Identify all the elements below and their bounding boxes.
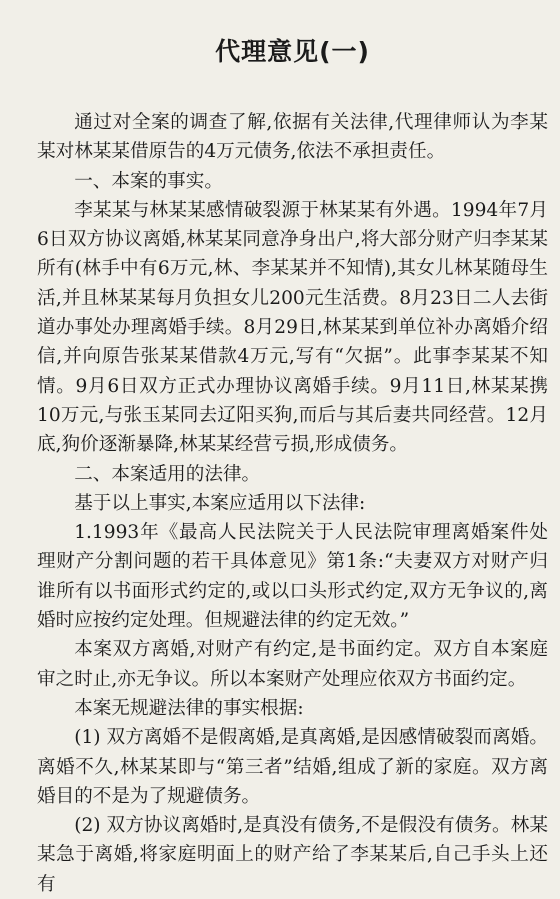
reason-1-paragraph: (1) 双方离婚不是假离婚,是真离婚,是因感情破裂而离婚。离婚不久,林某某即与“第三者”结婚,组成了新的家庭。双方离婚目的不是为了规避债务。: [37, 727, 548, 807]
law-citation-paragraph: 1.1993年《最高人民法院关于人民法院审理离婚案件处理财产分割问题的若干具体意见》第1条:“夫妻双方对财产归谁所有以书面形式约定的,或以口头形式约定,双方无争议的,离婚时应按约定处理。但规避法律的约定无效。”: [37, 522, 548, 632]
law-intro-paragraph: 基于以上事实,本案应适用以下法律:: [74, 492, 366, 514]
no-evasion-heading: 本案无规避法律的事实根据:: [74, 697, 304, 719]
section-heading-law: 二、本案适用的法律。: [74, 463, 261, 485]
intro-paragraph: 通过对全案的调查了解,依据有关法律,代理律师认为李某某对林某某借原告的4万元债务,依法不承担责任。: [37, 112, 548, 163]
agreement-paragraph: 本案双方离婚,对财产有约定,是书面约定。双方自本案庭审之时止,亦无争议。所以本案财产处理应依双方书面约定。: [37, 639, 548, 690]
facts-paragraph: 李某某与林某某感情破裂源于林某某有外遇。1994年7月6日双方协议离婚,林某某同意净身出户,将大部分财产归李某某所有(林手中有6万元,林、李某某并不知情),其女儿林某随母生活,并且林某某每月负担女儿200元生活费。8月23日二人去街道办事处办理离婚手续。8月29日,林某某到单位补办离婚介绍信,并向原告张某某借款4万元,写有“欠据”。此事李某某不知情。9月6日双方正式办理协议离婚手续。9月11日,林某某携10万元,与张玉某同去辽阳买狗,而后与其后妻共同经营。12月底,狗价逐渐暴降,林某某经营亏损,形成债务。: [37, 199, 548, 456]
document-title: 代理意见(一): [215, 37, 370, 66]
section-heading-facts: 一、本案的事实。: [74, 170, 223, 192]
reason-2-paragraph: (2) 双方协议离婚时,是真没有债务,不是假没有债务。林某某急于离婚,将家庭明面上的财产给了李某某后,自己手头上还有: [37, 815, 548, 895]
